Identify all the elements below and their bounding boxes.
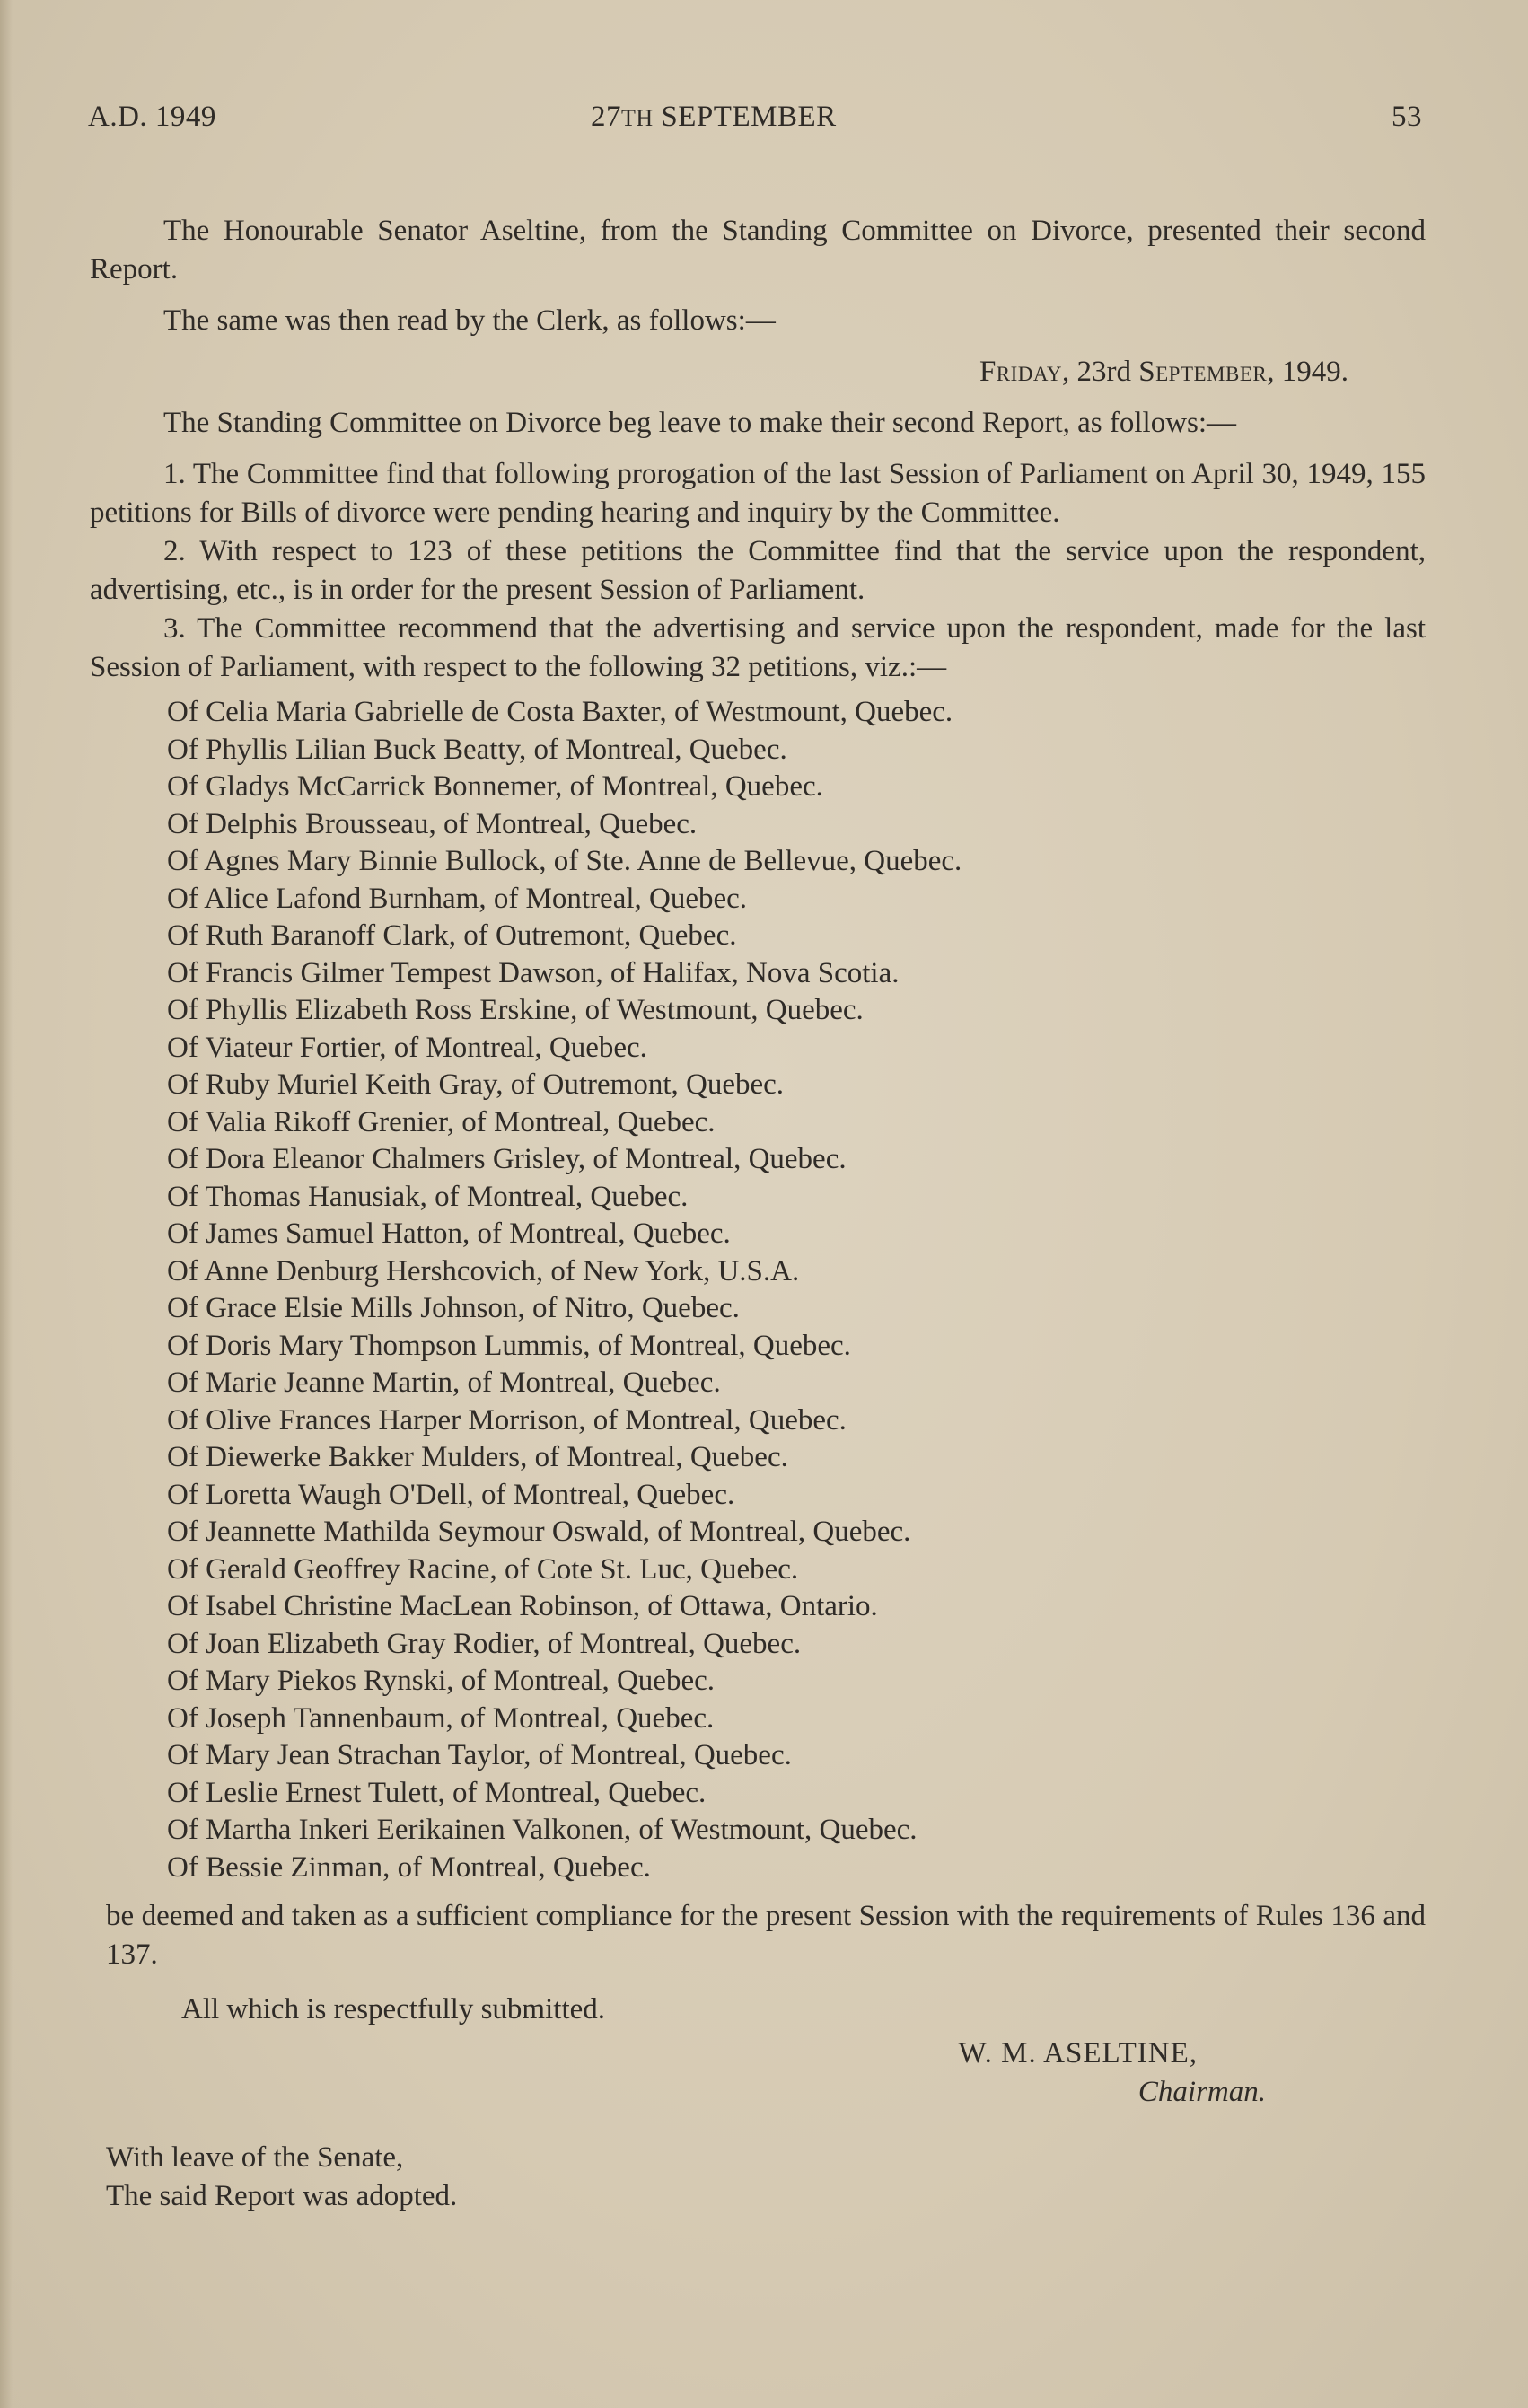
adopted-line: The said Report was adopted. bbox=[106, 2180, 458, 2212]
report-item-3: 3. The Committee recommend that the advertising and service upon the respondent, made for the last Session of Parliament, with respect to the following 32 petitions, viz.:— bbox=[90, 612, 1426, 683]
list-item: Of Isabel Christine MacLean Robinson, of Ottawa, Ontario. bbox=[167, 1590, 878, 1622]
read-paragraph: The same was then read by the Clerk, as follows:— bbox=[163, 304, 776, 337]
list-item: Of Olive Frances Harper Morrison, of Montreal, Quebec. bbox=[167, 1403, 847, 1437]
signatory-name: W. M. ASELTINE, bbox=[958, 2037, 1198, 2070]
list-item: Of Anne Denburg Hershcovich, of New York, U.S.A. bbox=[167, 1254, 800, 1287]
list-item: Of Leslie Ernest Tulett, of Montreal, Quebec. bbox=[167, 1776, 707, 1809]
list-item: Of Gladys McCarrick Bonnemer, of Montreal, Quebec. bbox=[167, 770, 823, 803]
petition-list bbox=[90, 694, 1426, 1886]
adoption-note bbox=[90, 2139, 1426, 2216]
closing-paragraph: be deemed and taken as a sufficient compliance for the present Session with the requirements of Rules 136 and 137. bbox=[106, 1900, 1426, 1971]
list-item: Of Valia Rikoff Grenier, of Montreal, Quebec. bbox=[167, 1105, 716, 1138]
list-item: Of Ruby Muriel Keith Gray, of Outremont, Quebec. bbox=[167, 1068, 785, 1101]
list-item: Of Marie Jeanne Martin, of Montreal, Quebec. bbox=[167, 1367, 721, 1399]
submitted-line: All which is respectfully submitted. bbox=[181, 1993, 606, 2026]
list-item: Of Ruth Baranoff Clark, of Outremont, Quebec. bbox=[167, 919, 737, 952]
report-item-1: 1. The Committee find that following prorogation of the last Session of Parliament on April 30, 1949, 155 petitions for Bills of divorce were pending hearing and inquiry by the Committee. bbox=[90, 458, 1426, 529]
header-year: A.D. 1949 bbox=[88, 101, 216, 133]
list-item: Of Phyllis Elizabeth Ross Erskine, of Westmount, Quebec. bbox=[167, 994, 864, 1026]
list-item: Of Jeannette Mathilda Seymour Oswald, of Montreal, Quebec. bbox=[167, 1516, 911, 1548]
list-item: Of Agnes Mary Binnie Bullock, of Ste. Anne de Bellevue, Quebec. bbox=[167, 845, 962, 877]
report-date: Friday, 23rd September, 1949. bbox=[979, 356, 1348, 388]
report-intro: The Standing Committee on Divorce beg leave to make their second Report, as follows:— bbox=[163, 407, 1237, 439]
intro-paragraph: The Honourable Senator Aseltine, from the Standing Committee on Divorce, presented their second Report. bbox=[90, 215, 1426, 286]
list-item: Of Martha Inkeri Eerikainen Valkonen, of Westmount, Quebec. bbox=[167, 1814, 918, 1846]
list-item: Of Joseph Tannenbaum, of Montreal, Quebec. bbox=[167, 1701, 715, 1735]
list-item: Of Joan Elizabeth Gray Rodier, of Montreal, Quebec. bbox=[167, 1627, 802, 1660]
header-date: 27TH SEPTEMBER bbox=[591, 101, 837, 133]
list-item: Of Delphis Brousseau, of Montreal, Quebec. bbox=[167, 807, 698, 840]
list-item: Of Francis Gilmer Tempest Dawson, of Halifax, Nova Scotia. bbox=[167, 956, 900, 989]
list-item: Of Mary Jean Strachan Taylor, of Montreal, Quebec. bbox=[167, 1739, 792, 1771]
list-item: Of Viateur Fortier, of Montreal, Quebec. bbox=[167, 1031, 647, 1064]
leave-line: With leave of the Senate, bbox=[106, 2141, 404, 2174]
running-header bbox=[88, 101, 1422, 145]
list-item: Of Mary Piekos Rynski, of Montreal, Quebec. bbox=[167, 1665, 715, 1697]
page-number: 53 bbox=[1392, 101, 1422, 133]
report-item-2: 2. With respect to 123 of these petitions the Committee find that the service upon the respondent, advertising, etc., is in order for the present Session of Parliament. bbox=[90, 535, 1426, 606]
list-item: Of James Samuel Hatton, of Montreal, Quebec. bbox=[167, 1217, 731, 1250]
list-item: Of Dora Eleanor Chalmers Grisley, of Montreal, Quebec. bbox=[167, 1143, 847, 1175]
list-item: Of Diewerke Bakker Mulders, of Montreal, Quebec. bbox=[167, 1441, 788, 1473]
list-item: Of Alice Lafond Burnham, of Montreal, Quebec. bbox=[167, 882, 748, 915]
list-item: Of Doris Mary Thompson Lummis, of Montreal, Quebec. bbox=[167, 1329, 851, 1362]
list-item: Of Thomas Hanusiak, of Montreal, Quebec. bbox=[167, 1180, 689, 1213]
list-item: Of Grace Elsie Mills Johnson, of Nitro, Quebec. bbox=[167, 1292, 740, 1324]
list-item: Of Loretta Waugh O'Dell, of Montreal, Quebec. bbox=[167, 1478, 735, 1511]
list-item: Of Bessie Zinman, of Montreal, Quebec. bbox=[167, 1850, 651, 1884]
list-item: Of Gerald Geoffrey Racine, of Cote St. Luc, Quebec. bbox=[167, 1552, 799, 1586]
document-body bbox=[90, 212, 1426, 2216]
list-item: Of Celia Maria Gabrielle de Costa Baxter, of Westmount, Quebec. bbox=[167, 696, 953, 728]
signatory-title: Chairman. bbox=[1137, 2076, 1266, 2108]
list-item: Of Phyllis Lilian Buck Beatty, of Montreal, Quebec. bbox=[167, 733, 787, 766]
page-edge-shadow bbox=[0, 0, 13, 2408]
